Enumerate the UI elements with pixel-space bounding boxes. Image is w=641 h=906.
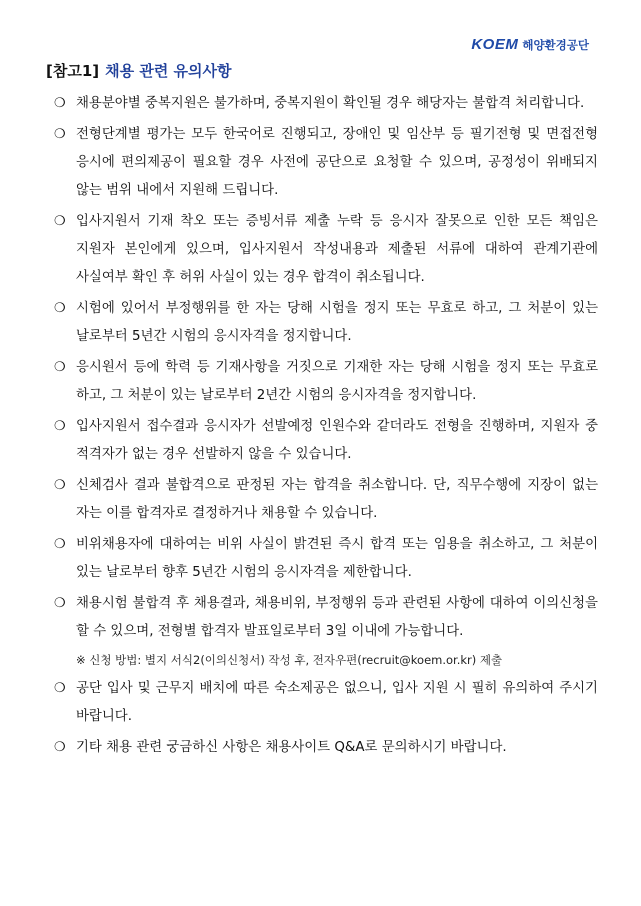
heading-title: 채용 관련 유의사항	[105, 62, 232, 80]
notice-text: 입사지원서 기재 착오 또는 증빙서류 제출 누락 등 응시자 잘못으로 인한 모든 책임은 지원자 본인에게 있으며, 입사지원서 작성내용과 제출된 서류에 대하여 관계기관에 사실여부 확인 후 허위 사실이 있는 경우 합격이 취소됩니다.	[76, 214, 598, 285]
bullet-icon: ❍	[54, 214, 66, 229]
notice-item-5	[46, 354, 598, 410]
notice-item-2	[46, 121, 598, 205]
notice-text: 시험에 있어서 부정행위를 한 자는 당해 시험을 정지 또는 무효로 하고, 그 처분이 있는 날로부터 5년간 시험의 응시자격을 정지합니다.	[76, 301, 598, 344]
heading-tag: [참고1]	[46, 62, 100, 80]
notice-text: 채용분야별 중복지원은 불가하며, 중복지원이 확인될 경우 해당자는 불합격 처리합니다.	[76, 96, 585, 111]
notice-item-8	[46, 531, 598, 587]
logo-mark: KOEM	[471, 36, 519, 53]
koem-logo	[471, 36, 589, 53]
notice-item-4	[46, 295, 598, 351]
bullet-icon: ❍	[54, 419, 66, 434]
objection-method-note: ※ 신청 방법: 별지 서식2(이의신청서) 작성 후, 전자우편(recruit@koem.or.kr) 제출	[76, 653, 503, 667]
bullet-icon: ❍	[54, 681, 66, 696]
notice-text: 공단 입사 및 근무지 배치에 따른 숙소제공은 없으니, 입사 지원 시 필히 유의하여 주시기 바랍니다.	[76, 681, 598, 724]
notice-text: 채용시험 불합격 후 채용결과, 채용비위, 부정행위 등과 관련된 사항에 대하여 이의신청을 할 수 있으며, 전형별 합격자 발표일로부터 3일 이내에 가능합니다.	[76, 596, 598, 639]
section-heading	[46, 60, 232, 81]
logo-org-name: 해양환경공단	[522, 38, 589, 52]
notice-item-1	[46, 90, 598, 118]
notice-text: 응시원서 등에 학력 등 기재사항을 거짓으로 기재한 자는 당해 시험을 정지 또는 무효로 하고, 그 처분이 있는 날로부터 2년간 시험의 응시자격을 정지합니다.	[76, 360, 598, 403]
notice-list	[46, 90, 598, 765]
notice-item-11	[46, 734, 598, 762]
bullet-icon: ❍	[54, 478, 66, 493]
bullet-icon: ❍	[54, 740, 66, 755]
notice-text: 신체검사 결과 불합격으로 판정된 자는 합격을 취소합니다. 단, 직무수행에 지장이 없는 자는 이를 합격자로 결정하거나 채용할 수 있습니다.	[76, 478, 598, 521]
notice-item-3	[46, 208, 598, 292]
bullet-icon: ❍	[54, 537, 66, 552]
notice-text: 입사지원서 접수결과 응시자가 선발예정 인원수와 같더라도 전형을 진행하며, 지원자 중 적격자가 없는 경우 선발하지 않을 수 있습니다.	[76, 419, 598, 462]
notice-item-9	[46, 590, 598, 646]
notice-text: 기타 채용 관련 궁금하신 사항은 채용사이트 Q&A로 문의하시기 바랍니다.	[76, 740, 507, 755]
bullet-icon: ❍	[54, 360, 66, 375]
notice-item-7	[46, 472, 598, 528]
notice-item-6	[46, 413, 598, 469]
notice-text: 전형단계별 평가는 모두 한국어로 진행되고, 장애인 및 임산부 등 필기전형 및 면접전형 응시에 편의제공이 필요할 경우 사전에 공단으로 요청할 수 있으며, 공정성이 위배되지 않는 범위 내에서 지원해 드립니다.	[76, 127, 598, 198]
bullet-icon: ❍	[54, 96, 66, 111]
notice-item-10	[46, 675, 598, 731]
bullet-icon: ❍	[54, 127, 66, 142]
bullet-icon: ❍	[54, 596, 66, 611]
notice-text: 비위채용자에 대하여는 비위 사실이 밝견된 즉시 합격 또는 임용을 취소하고, 그 처분이 있는 날로부터 향후 5년간 시험의 응시자격을 제한합니다.	[76, 537, 598, 580]
bullet-icon: ❍	[54, 301, 66, 316]
